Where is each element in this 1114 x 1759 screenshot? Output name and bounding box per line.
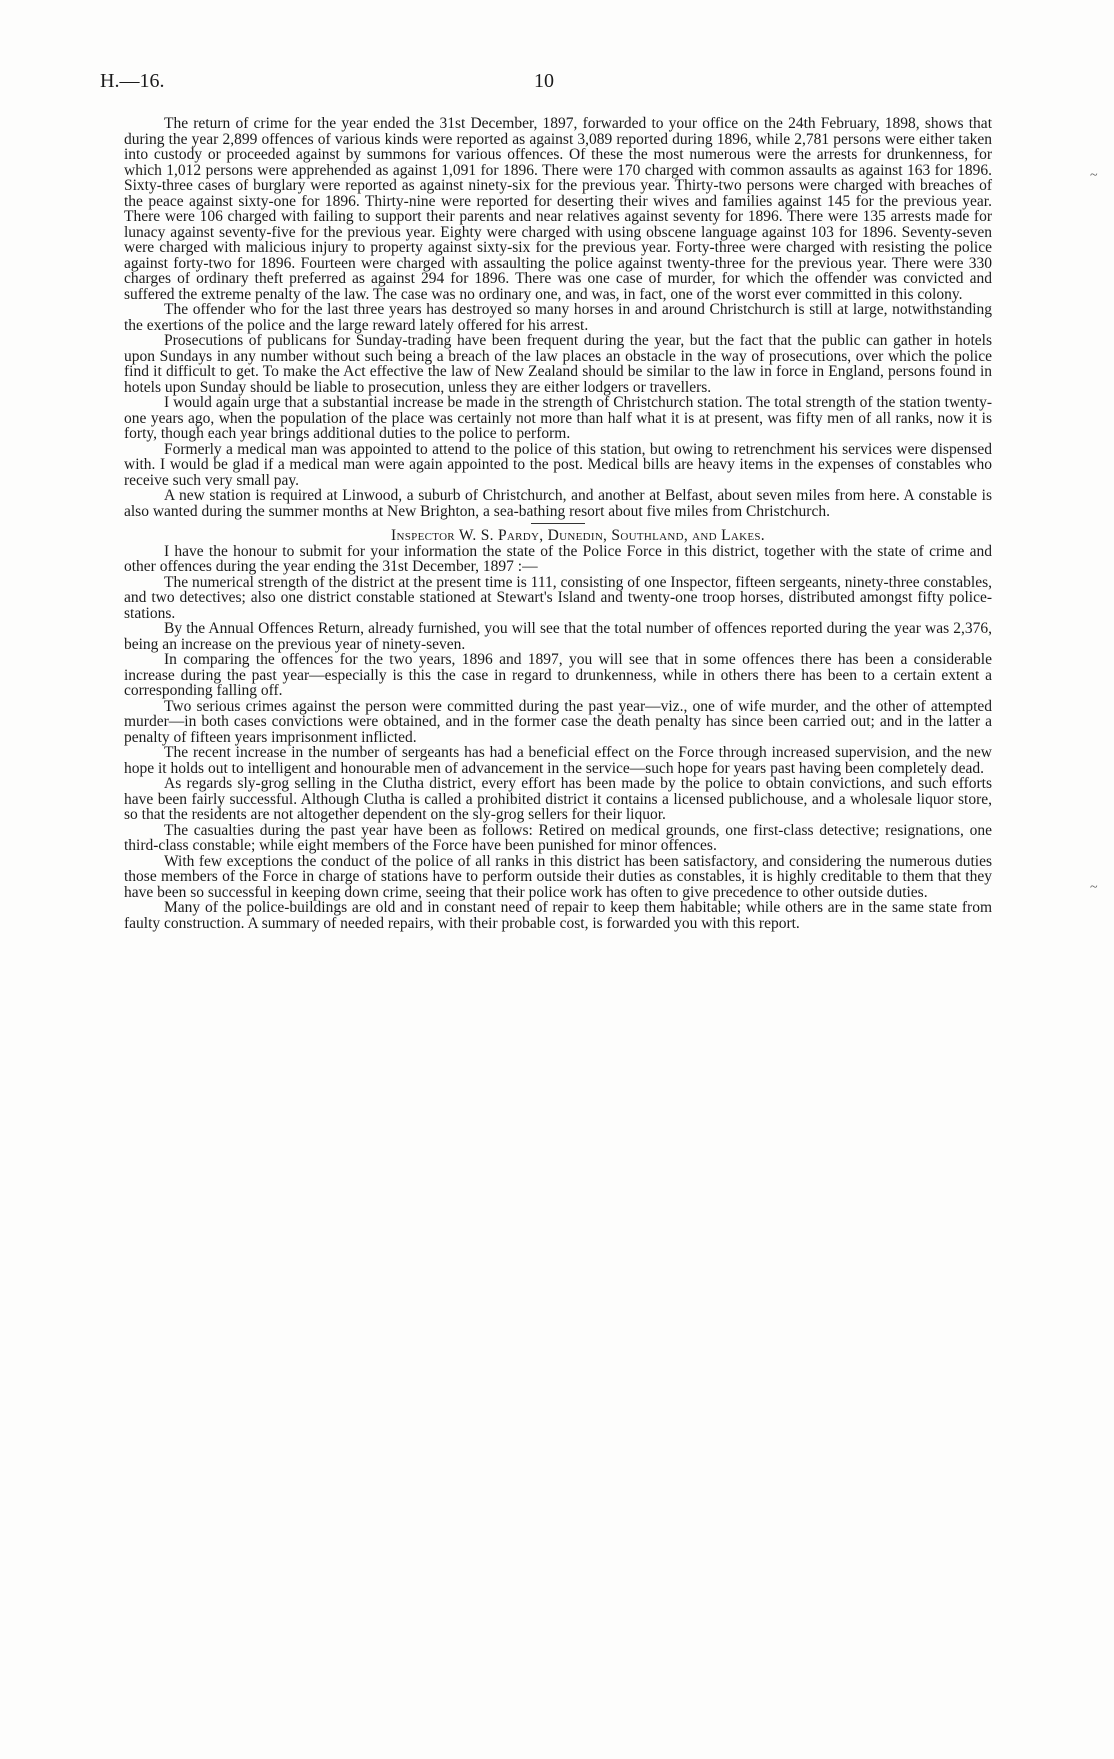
paragraph: Formerly a medical man was appointed to attend to the police of this station, but owing to retrenchment his services were dispensed with. I would be glad if a medical man were again appointed to the post. Medical bills are heavy items in the expenses of constables who receive such very small pay.	[124, 440, 992, 489]
paragraph: Prosecutions of publicans for Sunday-trading have been frequent during the year, but the fact that the public can gather in hotels upon Sundays in any number without such being a breach of the law places an obstacle in the way of prosecutions, over which the police find it difficult to get. To make the Act effective the law of New Zealand should be similar to the law in force in England, persons found in hotels upon Sunday should be liable to prosecution, unless they are either lodgers or travellers.	[124, 332, 992, 396]
paragraph: With few exceptions the conduct of the police of all ranks in this district has been satisfactory, and considering the numerous duties those members of the Force in charge of stations have to perform outside their duties as constables, it is highly creditable to them that they have been so successful in keeping down crime, seeing that their police work has often to give precedence to other outside duties.	[124, 852, 992, 901]
paragraph: The numerical strength of the district at the present time is 111, consisting of one Inspector, fifteen sergeants, ninety-three constables, and two detectives; also one district constable stationed at Stewart's Island and twenty-one troop horses, distributed amongst fifty police-stations.	[124, 573, 992, 622]
paragraph: A new station is required at Linwood, a suburb of Christchurch, and another at Belfast, about seven miles from here. A constable is also wanted during the summer months at New Brighton, a sea-bathing resort about five miles from Christchurch.	[124, 487, 992, 520]
report-reference: H.—16.	[100, 70, 165, 92]
paragraph: As regards sly-grog selling in the Clutha district, every effort has been made by the police to obtain convictions, and such efforts have been fairly successful. Although Clutha is called a prohibited district it contains a licensed publichouse, and a wholesale liquor store, so that the residents are not altogether dependent on the sly-grog sellers for their liquor.	[124, 775, 992, 823]
paragraph: The recent increase in the number of sergeants has had a beneficial effect on the Force through increased supervision, and the new hope it holds out to intelligent and honourable men of advancement in the service—such hope for years past having been completely dead.	[124, 744, 992, 777]
section-heading: Inspector W. S. Pardy, Dunedin, Southland, and Lakes.	[391, 527, 765, 544]
margin-scan-mark: ~	[1090, 168, 1098, 183]
paragraph: The casualties during the past year have been as follows: Retired on medical grounds, one first-class detective; resignations, one third-class constable; while eight members of the Force have been punished for minor offences.	[124, 821, 992, 854]
paragraph: The return of crime for the year ended the 31st December, 1897, forwarded to your office on the 24th February, 1898, shows that during the year 2,899 offences of various kinds were reported as against 3,089 reported during 1896, while 2,781 persons were either taken into custody or proceeded against by summons for various offences. Of these the most numerous were the arrests for drunkenness, for which 1,012 persons were apprehended as against 1,091 for 1896. There were 170 charged with common assaults as against 163 for 1896. Sixty-three cases of burglary were reported as against ninety-six for the previous year. Thirty-two persons were charged with breaches of the peace against sixty-one for 1896. Thirty-nine were reported for deserting their wives and families against 145 for the previous year. There were 106 charged with failing to support their parents and near relatives against seventy for 1896. There were 135 arrests made for lunacy against seventy-five for the previous year. Eighty were charged with using obscene language against 103 for 1896. Seventy-seven were charged with malicious injury to property against sixty-six for the previous year. Forty-three were charged with resisting the police against forty-two for 1896. Fourteen were charged with assaulting the police against twenty-three for the previous year. There were 330 charges of ordinary theft preferred as against 294 for 1896. There was one case of murder, for which the offender was convicted and suffered the extreme penalty of the law. The case was no ordinary one, and was, in fact, one of the worst ever committed in this colony.	[124, 115, 992, 303]
page-header	[100, 70, 980, 94]
paragraph: I would again urge that a substantial increase be made in the strength of Christchurch station. The total strength of the station twenty-one years ago, when the population of the place was certainly not more than half what it is at present, was fifty men of all ranks, now it is forty, though each year brings additional duties to the police to perform.	[124, 394, 992, 442]
paragraph: In comparing the offences for the two years, 1896 and 1897, you will see that in some offences there has been a considerable increase during the past year—especially is this the case in regard to drunkenness, while in others there has been to a certain extent a corresponding falling off.	[124, 651, 992, 699]
paragraph: By the Annual Offences Return, already furnished, you will see that the total number of offences reported during the year was 2,376, being an increase on the previous year of ninety-seven.	[124, 620, 992, 653]
page-number: 10	[534, 70, 554, 92]
section-divider	[531, 523, 585, 524]
margin-scan-mark: ~	[1090, 880, 1098, 895]
paragraph: Many of the police-buildings are old and in constant need of repair to keep them habitable; while others are in the same state from faulty construction. A summary of needed repairs, with their probable cost, is forwarded you with this report.	[124, 899, 992, 932]
paragraph: The offender who for the last three years has destroyed so many horses in and around Christchurch is still at large, notwithstanding the exertions of the police and the large reward lately offered for his arrest.	[124, 301, 992, 334]
report-body	[124, 116, 992, 931]
paragraph: I have the honour to submit for your information the state of the Police Force in this district, together with the state of crime and other offences during the year ending the 31st December, 1897 :—	[124, 542, 992, 575]
paragraph: Two serious crimes against the person were committed during the past year—viz., one of wife murder, and the other of attempted murder—in both cases convictions were obtained, and in the former case the death penalty has since been carried out; and in the latter a penalty of fifteen years imprisonment inflicted.	[124, 697, 992, 746]
